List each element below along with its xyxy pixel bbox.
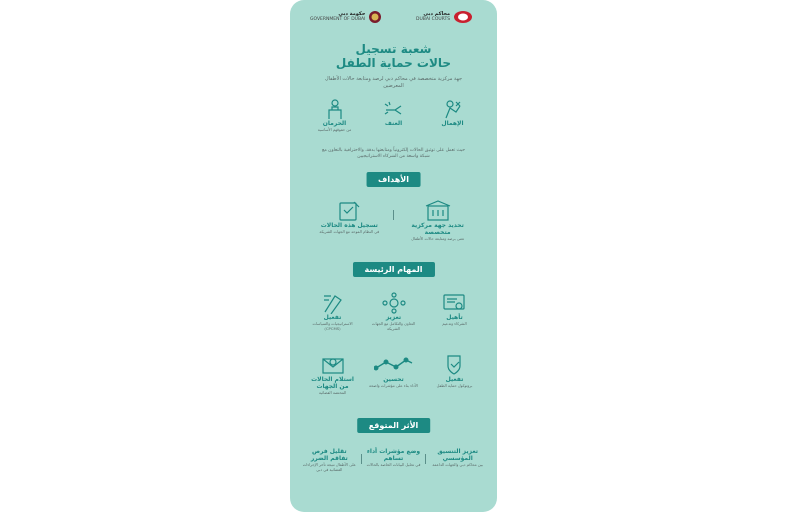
task-sub: بروتوكول حماية الطفل: [436, 383, 473, 388]
task-sub: الاستراتيجيات والسياسات (CPCMS): [312, 321, 353, 331]
impact-row: [300, 448, 487, 472]
task-label: تأهيل: [446, 314, 463, 321]
intro-text: جهة مركزية متخصصة في محاكم دبي لرصد ومتابعة حالات الأطفال المعرضين: [324, 76, 463, 89]
gov-logo-text: حكومة دبي: [338, 11, 366, 18]
courts-logo-text: محاكم دبي: [423, 11, 451, 18]
goal-register-cases: [314, 200, 384, 234]
impact-reduce-harm: [302, 448, 356, 472]
impact-banner: الأثر المتوقع: [357, 418, 431, 433]
courts-logo-subtext: DUBAI COURTS: [416, 17, 451, 23]
divider: [361, 454, 362, 464]
title-line-1: شعبة تسجيل: [355, 42, 432, 56]
goal-label: تسجيل هذه الحالات: [320, 222, 378, 229]
neglect-icon: [442, 98, 464, 120]
goal-sub: في النظام الموحد مع الجهات الشريكة: [319, 229, 380, 234]
task-qualify: [430, 292, 480, 331]
shield-check-icon: [442, 354, 468, 376]
threat-sub: من حقوقهم الأساسية: [317, 127, 352, 132]
task-label: تفعيل: [445, 376, 464, 383]
task-label: استلام الحالات من الجهات: [311, 376, 354, 390]
tasks-row-1: [302, 292, 485, 331]
description-text: حيث تعمل على توثيق الحالات إلكترونياً ومتابعتها بدقة، والاحترافية بالتعاون مع شبكة واسعة من الشركاء الاستراتيجيين: [321, 148, 466, 159]
infographic-card: [290, 0, 497, 512]
task-label: تعزيز: [385, 314, 402, 321]
goals-row: [310, 200, 477, 241]
threat-violence: [369, 98, 419, 132]
threats-row: [305, 98, 482, 132]
impact-indicators: [366, 448, 420, 467]
impact-sub: بين محاكم دبي والجهات الداعمة: [432, 462, 483, 467]
building-icon: [424, 200, 452, 222]
impact-sub: على الأطفال نتيجة تأخر الإجراءات القضائية في دبي: [302, 462, 356, 472]
impact-label: وضع مؤشرات أداء تساهم: [366, 448, 421, 462]
task-label: تحسين: [383, 376, 404, 383]
task-receive-cases: [308, 354, 358, 395]
page-title: [290, 42, 497, 70]
goal-central-entity: [403, 200, 473, 241]
impact-label: تقليل فرص تفاقم الضرر: [310, 448, 348, 462]
tasks-banner: المهام الرئيسة: [352, 262, 434, 277]
goals-banner: الأهداف: [366, 172, 421, 187]
network-icon: [381, 292, 407, 314]
threat-label: العنف: [384, 120, 403, 127]
deprivation-icon: [324, 98, 346, 120]
threat-neglect: [428, 98, 478, 132]
dubai-courts-logo: [416, 10, 473, 24]
task-improve: [369, 354, 419, 395]
title-line-2: حالات حماية الطفل: [335, 56, 452, 70]
gov-logo-subtext: GOVERNMENT OF DUBAI: [310, 17, 366, 23]
task-sub: التعاون والتكامل مع الجهات الشريكة: [371, 321, 416, 331]
trend-icon: [374, 354, 414, 376]
impact-coordination: [431, 448, 485, 467]
threat-label: الحرمان: [322, 120, 347, 127]
task-label: تفعيل: [323, 314, 342, 321]
goal-label: تحديد جهة مركزية متخصصة: [411, 222, 464, 236]
task-activate-protocol: [430, 354, 480, 395]
government-of-dubai-logo: [310, 10, 382, 24]
envelope-icon: [320, 354, 346, 376]
policy-icon: [321, 292, 345, 314]
threat-label: الإهمال: [441, 120, 464, 127]
gov-emblem-icon: [368, 10, 382, 24]
task-activate-policies: [308, 292, 358, 331]
task-sub: الأداء بناء على مؤشرات واضحة: [369, 383, 418, 388]
goal-sub: تعنى برصد ومتابعة حالات الأطفال: [411, 236, 465, 241]
impact-label: تعزيز التنسيق المؤسسي: [437, 448, 478, 462]
courts-emblem-icon: [453, 10, 473, 24]
divider: [425, 454, 426, 464]
task-enhance: [369, 292, 419, 331]
task-sub: المختصة القضائية: [318, 390, 347, 395]
threat-deprivation: [310, 98, 360, 132]
impact-sub: في تحليل البيانات الخاصة بالحالات: [366, 462, 421, 467]
violence-icon: [383, 98, 405, 120]
certificate-icon: [442, 292, 468, 314]
task-sub: الشركاء وتدعيم: [442, 321, 467, 326]
divider: [393, 210, 394, 220]
register-icon: [337, 200, 361, 222]
tasks-row-2: [302, 354, 485, 395]
